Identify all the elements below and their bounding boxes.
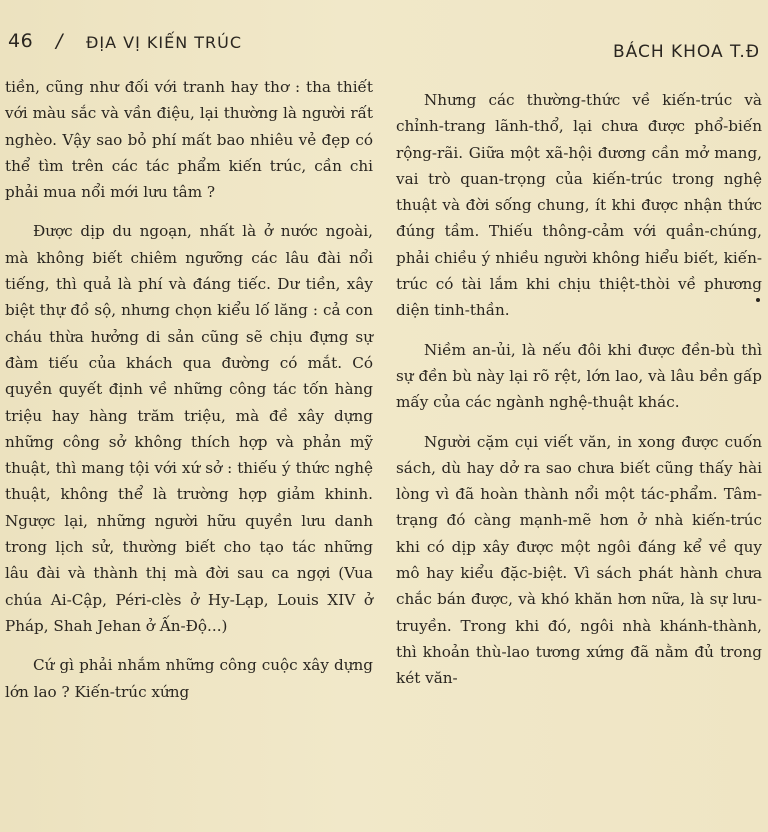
paragraph: Niềm an-ủi, là nếu đôi khi được đền-bù thì sự đền bù này lại rõ rệt, lớn lao, và lâu bền gấp mấy của các ngành nghệ-thuật khác. <box>396 340 762 412</box>
header-separator: / <box>56 30 63 52</box>
paragraph: Người cặm cụi viết văn, in xong được cuốn sách, dù hay dở ra sao chưa biết cũng thấy hài lòng vì đã hoàn thành nổi một tác-phẩm. Tâm-trạng đó càng mạnh-mẽ hơn ở nhà kiến-trúc khi có dịp xây được một ngôi đáng kể về quy mô hay kiểu đặc-biệt. Vì sách phát hành chưa chắc bán được, và khó khăn hơn nữa, là sự lưu-truyền. Trong khi đó, ngôi nhà khánh-thành, thì khoản thù-lao tương xứng đã nằm đủ trong két văn- <box>396 432 762 688</box>
page-number: 46 <box>8 30 34 52</box>
right-column <box>396 87 762 705</box>
left-column <box>5 74 373 718</box>
paragraph: tiền, cũng như đối với tranh hay thơ : tha thiết với màu sắc và vần điệu, lại thường là người rất nghèo. Vậy sao bỏ phí mất bao nhiêu vẻ đẹp có thể tìm trên các tác phẩm kiến trúc, cần chi phải mua nổi mới lưu tâm ? <box>5 78 373 202</box>
print-speck <box>756 298 760 302</box>
paragraph: Cứ gì phải nhắm những công cuộc xây dựng lớn lao ? Kiến-trúc xứng <box>5 656 373 701</box>
running-title: ĐỊA VỊ KIẾN TRÚC <box>86 33 243 52</box>
magazine-name: BÁCH KHOA T.Đ <box>612 42 760 62</box>
page-header <box>8 30 760 60</box>
paragraph: Nhưng các thường-thức về kiến-trúc và chỉnh-trang lãnh-thổ, lại chưa được phổ-biến rộng-rãi. Giữa một xã-hội đương cần mở mang, vai trò quan-trọng của kiến-trúc trong nghệ thuật và đời sống chung, ít khi được nhận thức đúng tầm. Thiếu thông-cảm với quần-chúng, phải chiều ý nhiều người không hiểu biết, kiến-trúc có tài lắm khi chịu thiệt-thòi về phương diện tinh-thần. <box>396 91 762 320</box>
paragraph: Được dịp du ngoạn, nhất là ở nước ngoài, mà không biết chiêm ngưỡng các lâu đài nổi tiếng, thì quả là phí và đáng tiếc. Dư tiền, xây biệt thự đồ sộ, nhưng chọn kiểu lố lăng : cả con cháu thừa hưởng di sản cũng sẽ chịu đựng sự đàm tiếu của khách qua đường có mắt. Có quyền quyết định về những công tác tốn hàng triệu hay hàng trăm triệu, mà đề xây dựng những công sở không thích hợp và phản mỹ thuật, thì mang tội với xứ sở : thiếu ý thức nghệ thuật, không thể là trường hợp giảm khinh. Ngược lại, những người hữu quyền lưu danh trong lịch sử, thường biết cho tạo tác những lâu đài và thành thị mà đời sau ca ngợi (Vua chúa Ai-Cập, Péri-clès ở Hy-Lạp, Louis XIV ở Pháp, Shah Jehan ở Ấn-Độ...) <box>5 222 373 635</box>
